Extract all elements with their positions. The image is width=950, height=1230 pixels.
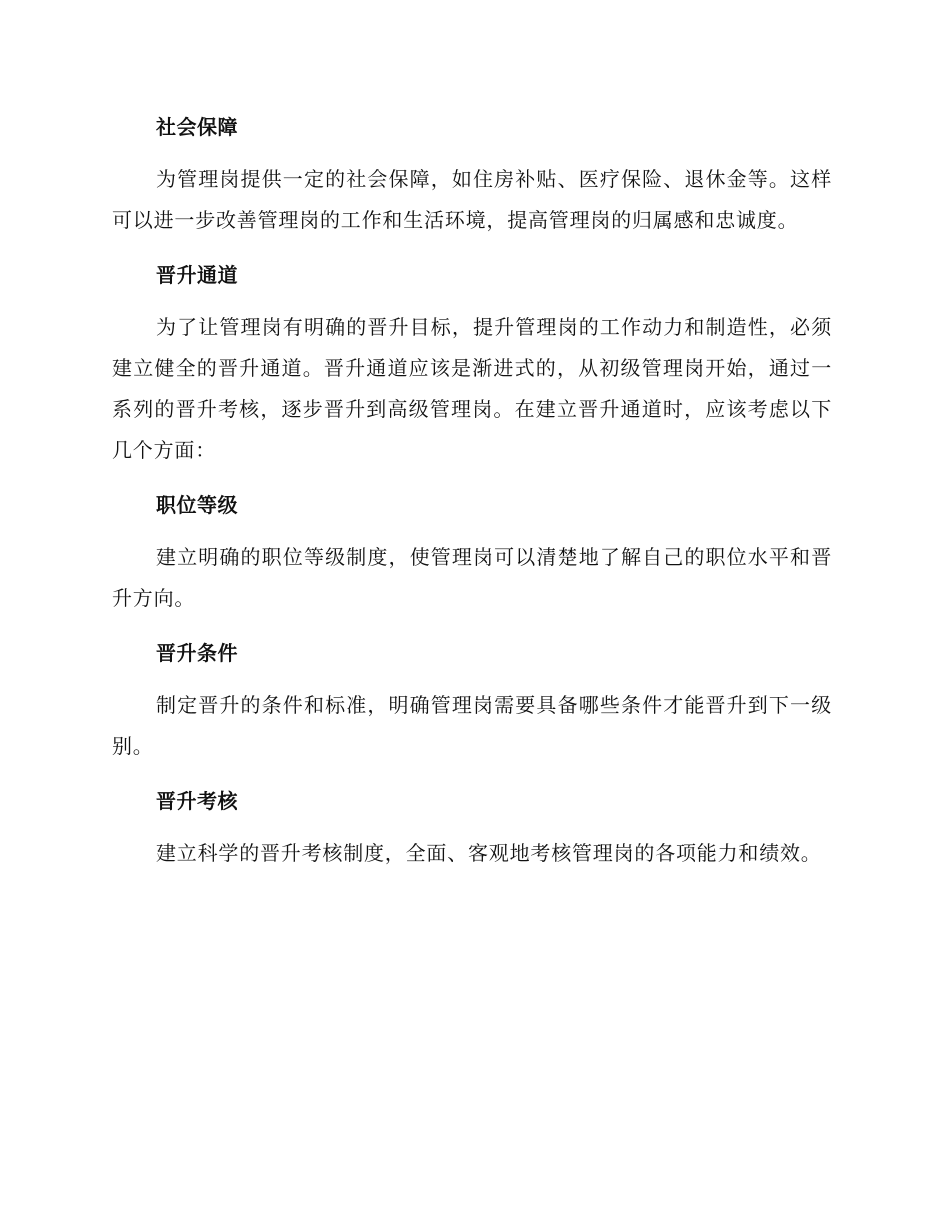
document-body [112,107,832,888]
section-paragraph-promotion-conditions: 制定晋升的条件和标准，明确管理岗需要具备哪些条件才能晋升到下一级别。 [112,693,832,758]
section-paragraph-social-security: 为管理岗提供一定的社会保障，如住房补贴、医疗保险、退休金等。这样可以进一步改善管理岗的工作和生活环境，提高管理岗的归属感和忠诚度。 [112,167,832,232]
section-paragraph-promotion-channel: 为了让管理岗有明确的晋升目标，提升管理岗的工作动力和制造性，必须建立健全的晋升通道。晋升通道应该是渐进式的，从初级管理岗开始，通过一系列的晋升考核，逐步晋升到高级管理岗。在建立晋升通道时，应该考虑以下几个方面： [112,315,832,462]
section-heading-promotion-conditions: 晋升条件 [156,641,238,665]
section-paragraph-position-level: 建立明确的职位等级制度，使管理岗可以清楚地了解自己的职位水平和晋升方向。 [112,545,832,610]
section-heading-promotion-assessment: 晋升考核 [156,789,238,813]
section-paragraph-promotion-assessment: 建立科学的晋升考核制度，全面、客观地考核管理岗的各项能力和绩效。 [156,841,822,865]
section-heading-social-security: 社会保障 [156,115,238,139]
section-heading-promotion-channel: 晋升通道 [156,263,238,287]
section-heading-position-level: 职位等级 [156,493,238,517]
